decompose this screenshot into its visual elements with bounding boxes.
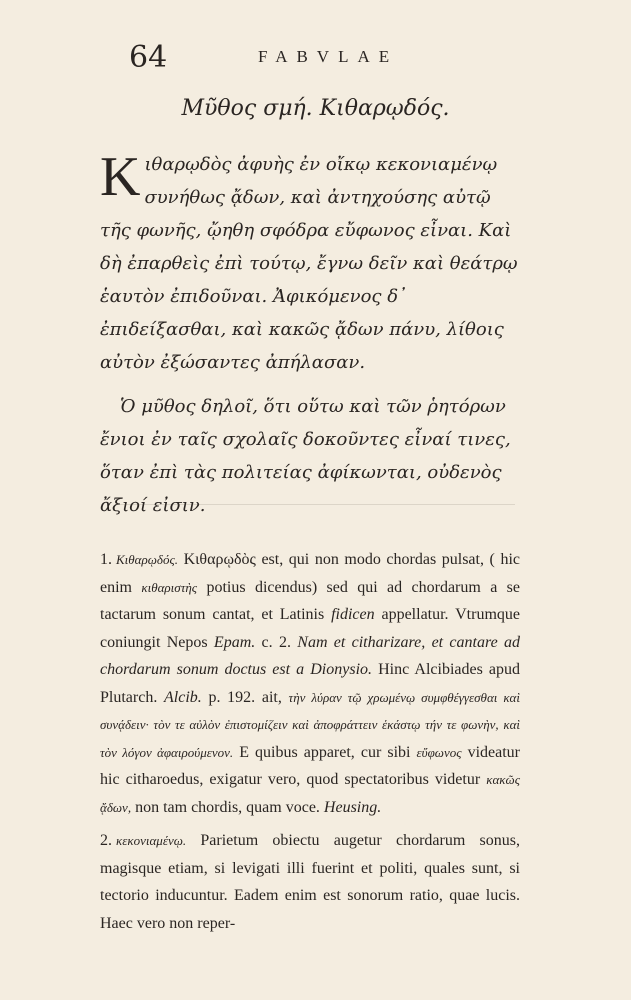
- note-text: Hinc Alcibiades apud Plutarch.: [100, 661, 520, 706]
- drop-cap: K: [100, 146, 141, 208]
- footnote: [100, 546, 520, 821]
- note-text: Parietum obiectu augetur chordarum sonus, magisque etiam, si levigati illi fuerint et politi, quales sunt, si tectorio inducuntur. Eadem enim est sonorum ratio, quae lucis. Haec vero non reper-: [100, 832, 520, 932]
- italic-text: Heusing.: [323, 798, 382, 816]
- footnote-number: 2.: [100, 832, 112, 849]
- greek-quote: κακῶς ᾄδων,: [100, 772, 520, 815]
- italic-text: Nam et citharizare, et cantare ad chordarum sonum doctus est a Dionysio.: [100, 633, 520, 678]
- footnote-number: 1.: [100, 551, 112, 568]
- fable-title: Μῦθος σμή. Κιθαρῳδός.: [181, 96, 450, 121]
- note-text: potius dicendus) sed qui ad chordarum a se tactarum sonum cantat, et Latinis: [100, 578, 520, 623]
- note-text: videatur hic citharoedus, exigatur vero, quod spectatoribus videtur: [100, 743, 521, 788]
- italic-text: fidicen: [331, 606, 375, 623]
- greek-quote: κιθαριστὴς: [141, 579, 198, 595]
- italic-text: Alcib.: [164, 688, 202, 706]
- note-text: appellatur. Vtrumque coniungit Nepos: [100, 606, 520, 651]
- note-text: non tam chordis, quam voce.: [131, 798, 324, 816]
- greek-fable-text: [100, 148, 520, 379]
- note-text: p. 192. ait,: [201, 688, 289, 706]
- greek-moral-text: Ὁ μῦθος δηλοῖ, ὅτι οὕτω καὶ τῶν ῥητόρων ἔνιοι ἐν ταῖς σχολαῖς δοκοῦντες εἶναί τινες, ὅταν ἐπὶ τὰς πολιτείας ἀφίκωνται, οὐδενὸς ἄξιοί εἰσιν.: [100, 396, 511, 516]
- running-head: [0, 40, 631, 80]
- note-text: E quibus apparet, cur sibi: [233, 743, 417, 761]
- footnotes: [100, 546, 520, 943]
- note-text: c. 2.: [255, 633, 298, 651]
- note-text: Κιθαρῳδὸς est, qui non modo chordas pulsat, ( hic enim: [100, 551, 520, 596]
- greek-quote: κεκονιαμένῳ.: [116, 833, 187, 848]
- greek-fable-body: ιθαρῳδὸς ἀφυὴς ἐν οἴκῳ κεκονιαμένῳ συνήθως ᾄδων, καὶ ἀντηχούσης αὐτῷ τῆς φωνῆς, ᾤηθη σφόδρα εὔφωνος εἶναι. Καὶ δὴ ἐπαρθεὶς ἐπὶ τούτῳ, ἔγνω δεῖν καὶ θεάτρῳ ἑαυτὸν ἐπιδοῦναι. Ἀφικόμενος δ᾽ ἐπιδείξασθαι, καὶ κακῶς ᾄδων πάνυ, λίθοις αὐτὸν ἐξώσαντες ἀπήλασαν.: [100, 154, 518, 373]
- greek-quote: Κιθαρῳδός.: [116, 552, 178, 567]
- footnote: [100, 827, 520, 937]
- running-title: FABVLAE: [258, 47, 399, 66]
- italic-text: Epam.: [213, 633, 256, 651]
- greek-moral: [100, 390, 520, 522]
- divider: [115, 504, 515, 505]
- page-number: 64: [129, 40, 168, 75]
- greek-quote: εὔφωνος: [416, 744, 462, 760]
- greek-quote: τὴν λύραν τῷ χρωμένῳ συμφθέγγεσθαι καὶ συνᾴδειν· τὸν τε αὐλὸν ἐπιστομίζειν καὶ ἀποφράττειν ἑκάστῳ τήν τε φωνὴν, καὶ τὸν λόγον ἀφαιρούμενον.: [100, 689, 520, 760]
